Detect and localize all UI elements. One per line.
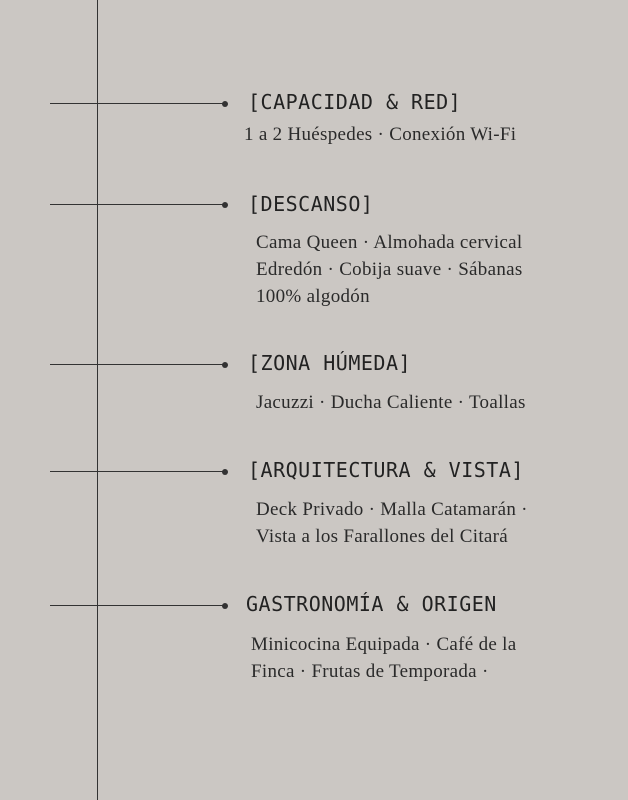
timeline-connector [50, 103, 225, 104]
description-line: Vista a los Farallones del Citará [256, 526, 509, 547]
timeline-connector [50, 471, 225, 472]
section-heading-gastronomia: GASTRONOMÍA & ORIGEN [246, 592, 497, 616]
timeline-dot [222, 202, 228, 208]
section-description-descanso [256, 229, 523, 310]
section-description-gastronomia [251, 631, 516, 685]
section-heading-capacidad: [CAPACIDAD & RED] [248, 90, 462, 114]
description-line: Minicocina Equipada · Café de la [251, 634, 517, 655]
description-line: Deck Privado · Malla Catamarán · [256, 499, 528, 520]
section-heading-descanso: [DESCANSO] [248, 192, 374, 216]
description-line: Edredón · Cobija suave · Sábanas [256, 259, 523, 280]
description-line: Jacuzzi · Ducha Caliente · Toallas [256, 392, 526, 413]
timeline-connector [50, 605, 225, 606]
timeline-dot [222, 101, 228, 107]
timeline-connector [50, 204, 225, 205]
description-line: 1 a 2 Huéspedes · Conexión Wi-Fi [244, 124, 517, 145]
section-description-zona-humeda [256, 389, 526, 416]
description-line: Finca · Frutas de Temporada · [251, 661, 489, 682]
section-heading-zona-humeda: [ZONA HÚMEDA] [248, 351, 412, 375]
timeline-vertical-line [97, 0, 98, 800]
description-line: 100% algodón [256, 286, 370, 307]
section-description-arquitectura [256, 496, 528, 550]
description-line: Cama Queen · Almohada cervical [256, 232, 523, 253]
timeline-dot [222, 603, 228, 609]
timeline-dot [222, 469, 228, 475]
section-description-capacidad [244, 121, 516, 148]
timeline-connector [50, 364, 225, 365]
section-heading-arquitectura: [ARQUITECTURA & VISTA] [248, 458, 524, 482]
timeline-dot [222, 362, 228, 368]
